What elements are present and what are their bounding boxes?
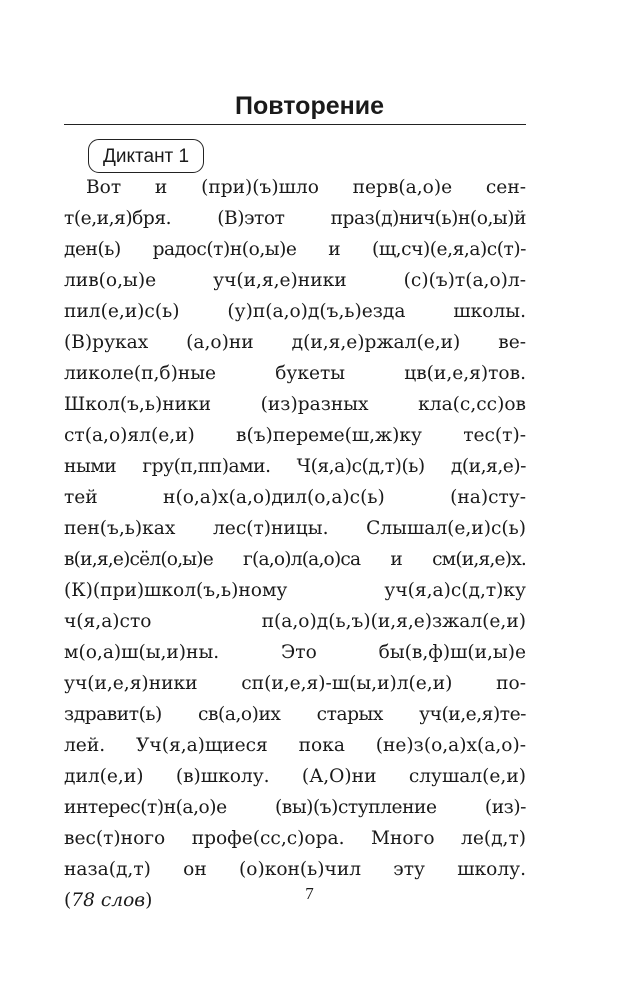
- text-line: тей н(о,а)х(а,о)дил(о,а)с(ь) (на)сту-: [64, 487, 526, 508]
- text-line: ст(а,о)ял(е,и) в(ъ)переме(ш,ж)ку тес(т)-: [64, 425, 526, 446]
- dictation-text: [64, 172, 526, 916]
- text-line: [64, 172, 526, 203]
- word-count-open: (: [64, 890, 72, 911]
- text-line: (К)(при)школ(ъ,ь)ному уч(я,а)с(д,т)ку: [64, 580, 526, 601]
- word-count-close: ): [145, 890, 153, 911]
- text-line: в(и,я,е)сёл(о,ы)е г(а,о)л(а,о)са и см(и,я,е)х.: [64, 549, 526, 570]
- text-line: интерес(т)н(а,о)е (вы)(ъ)ступление (из)-: [64, 797, 526, 818]
- text-line: ч(я,а)сто п(а,о)д(ь,ъ)(и,я,е)зжал(е,и): [64, 611, 526, 632]
- text-line: ликоле(п,б)ные букеты цв(и,е,я)тов.: [64, 363, 526, 384]
- text-line: уч(и,е,я)ники сп(и,е,я)-ш(ы,и)л(е,и) по-: [64, 673, 526, 694]
- line-text: Вот и (при)(ъ)шло перв(а,о)е сен-: [86, 177, 526, 198]
- text-line: дил(е,и) (в)школу. (А,О)ни слушал(е,и): [64, 766, 526, 787]
- word-count: 78 слов: [71, 890, 146, 911]
- text-line: м(о,а)ш(ы,и)ны. Это бы(в,ф)ш(и,ы)е: [64, 642, 526, 663]
- section-label-box: [88, 139, 204, 173]
- text-line: вес(т)ного профе(сс,с)ора. Много ле(д,т): [64, 828, 526, 849]
- text-line: ден(ь) радос(т)н(о,ы)е и (щ,сч)(е,я,а)с(т)-: [64, 239, 526, 260]
- text-line: (В)руках (а,о)ни д(и,я,е)ржал(е,и) ве-: [64, 332, 526, 353]
- text-line: пен(ъ,ь)ках лес(т)ницы. Слышал(е,и)с(ь): [64, 518, 526, 539]
- text-line: лей. Уч(я,а)щиеся пока (не)з(о,а)х(а,о)-: [64, 735, 526, 756]
- title-divider: [64, 124, 526, 125]
- text-line: ными гру(п,пп)ами. Ч(я,а)с(д,т)(ь) д(и,я,е)-: [64, 456, 526, 477]
- text-line: Школ(ъ,ь)ники (из)разных кла(с,сс)ов: [64, 394, 526, 415]
- text-line: лив(о,ы)е уч(и,я,е)ники (с)(ъ)т(а,о)л-: [64, 270, 526, 291]
- text-line: здравит(ь) св(а,о)их старых уч(и,е,я)те-: [64, 704, 526, 725]
- section-label: Диктант 1: [103, 146, 190, 167]
- text-line: наза(д,т) он (о)кон(ь)чил эту школу.: [64, 859, 526, 880]
- text-line: пил(е,и)с(ь) (у)п(а,о)д(ъ,ь)езда школы.: [64, 301, 526, 322]
- page-title: Повторение: [234, 92, 384, 120]
- text-line: т(е,и,я)бря. (В)этот праз(д)нич(ь)н(о,ы)й: [64, 208, 526, 229]
- page-number: 7: [305, 884, 314, 903]
